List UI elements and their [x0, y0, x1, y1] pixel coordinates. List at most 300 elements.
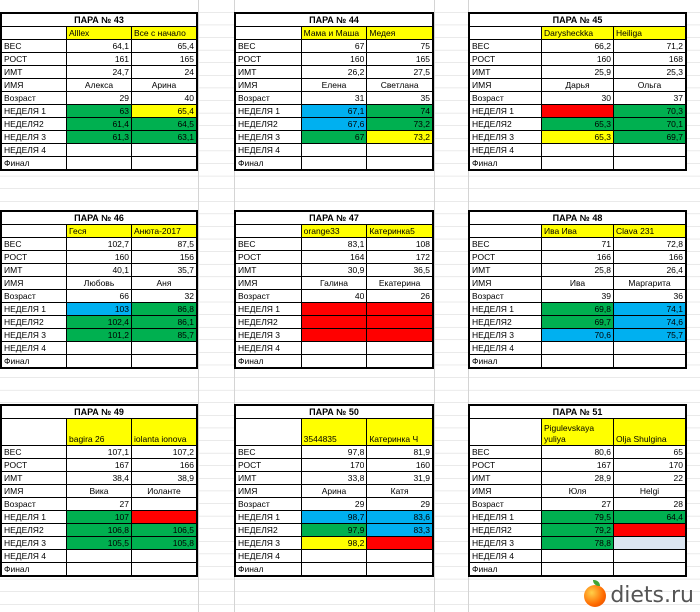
- value-cell[interactable]: 70,3: [614, 105, 686, 118]
- row-label[interactable]: ИМЯ: [236, 485, 302, 498]
- value-cell[interactable]: 167: [67, 459, 132, 472]
- value-cell[interactable]: 106,5: [132, 524, 197, 537]
- participant-nick[interactable]: Геся: [67, 225, 132, 238]
- value-cell[interactable]: Helgi: [614, 485, 686, 498]
- value-cell[interactable]: 64,1: [67, 40, 132, 53]
- value-cell[interactable]: [542, 105, 614, 118]
- participant-nick[interactable]: bagira 26: [67, 419, 132, 446]
- value-cell[interactable]: 74,6: [614, 316, 686, 329]
- value-cell[interactable]: 30: [542, 92, 614, 105]
- value-cell[interactable]: [132, 342, 197, 355]
- value-cell[interactable]: [614, 157, 686, 170]
- participant-nick[interactable]: Olja Shulgina: [614, 419, 686, 446]
- row-label[interactable]: ВЕС: [2, 446, 67, 459]
- value-cell[interactable]: 164: [301, 251, 367, 264]
- row-label[interactable]: НЕДЕЛЯ2: [236, 524, 302, 537]
- value-cell[interactable]: 25,9: [542, 66, 614, 79]
- value-cell[interactable]: 160: [367, 459, 433, 472]
- participant-nick[interactable]: Clava 231: [614, 225, 686, 238]
- row-label[interactable]: ВЕС: [470, 238, 542, 251]
- pair-title[interactable]: ПАРА № 48: [470, 212, 686, 225]
- row-label[interactable]: НЕДЕЛЯ2: [470, 118, 542, 131]
- value-cell[interactable]: Катя: [367, 485, 433, 498]
- pair-title[interactable]: ПАРА № 46: [2, 212, 197, 225]
- value-cell[interactable]: 28: [614, 498, 686, 511]
- value-cell[interactable]: [132, 157, 197, 170]
- value-cell[interactable]: 165: [132, 53, 197, 66]
- row-label[interactable]: ИМТ: [470, 66, 542, 79]
- value-cell[interactable]: 61,3: [67, 131, 132, 144]
- row-label[interactable]: ИМТ: [470, 472, 542, 485]
- row-label[interactable]: НЕДЕЛЯ2: [2, 316, 67, 329]
- value-cell[interactable]: 156: [132, 251, 197, 264]
- row-label[interactable]: НЕДЕЛЯ 1: [470, 105, 542, 118]
- value-cell[interactable]: 160: [301, 53, 367, 66]
- value-cell[interactable]: Арина: [132, 79, 197, 92]
- value-cell[interactable]: [301, 329, 367, 342]
- value-cell[interactable]: Алекса: [67, 79, 132, 92]
- row-label[interactable]: НЕДЕЛЯ 4: [2, 550, 67, 563]
- row-label[interactable]: Возраст: [470, 290, 542, 303]
- header-blank-cell[interactable]: [236, 27, 302, 40]
- value-cell[interactable]: Любовь: [67, 277, 132, 290]
- value-cell[interactable]: 75: [367, 40, 433, 53]
- value-cell[interactable]: [132, 498, 197, 511]
- value-cell[interactable]: [614, 550, 686, 563]
- header-blank-cell[interactable]: [236, 225, 302, 238]
- value-cell[interactable]: 67: [301, 40, 367, 53]
- row-label[interactable]: Финал: [470, 157, 542, 170]
- value-cell[interactable]: 166: [132, 459, 197, 472]
- value-cell[interactable]: Арина: [301, 485, 367, 498]
- row-label[interactable]: НЕДЕЛЯ 1: [470, 511, 542, 524]
- value-cell[interactable]: 165: [367, 53, 433, 66]
- row-label[interactable]: НЕДЕЛЯ 3: [2, 329, 67, 342]
- row-label[interactable]: РОСТ: [470, 251, 542, 264]
- row-label[interactable]: НЕДЕЛЯ 1: [2, 303, 67, 316]
- participant-nick[interactable]: Анюта-2017: [132, 225, 197, 238]
- value-cell[interactable]: Ольга: [614, 79, 686, 92]
- value-cell[interactable]: 167: [542, 459, 614, 472]
- value-cell[interactable]: [542, 342, 614, 355]
- row-label[interactable]: РОСТ: [236, 251, 302, 264]
- row-label[interactable]: ВЕС: [236, 40, 302, 53]
- row-label[interactable]: ИМТ: [236, 264, 302, 277]
- row-label[interactable]: Финал: [236, 563, 302, 576]
- row-label[interactable]: НЕДЕЛЯ 1: [2, 105, 67, 118]
- pair-title[interactable]: ПАРА № 43: [2, 14, 197, 27]
- value-cell[interactable]: 168: [614, 53, 686, 66]
- value-cell[interactable]: 64,4: [614, 511, 686, 524]
- value-cell[interactable]: Екатерина: [367, 277, 433, 290]
- row-label[interactable]: ИМЯ: [2, 485, 67, 498]
- row-label[interactable]: Финал: [236, 355, 302, 368]
- participant-nick[interactable]: Катеринка Ч: [367, 419, 433, 446]
- value-cell[interactable]: [301, 342, 367, 355]
- row-label[interactable]: РОСТ: [470, 53, 542, 66]
- value-cell[interactable]: 65,4: [132, 105, 197, 118]
- header-blank-cell[interactable]: [2, 225, 67, 238]
- row-label[interactable]: НЕДЕЛЯ 4: [2, 144, 67, 157]
- value-cell[interactable]: 105,8: [132, 537, 197, 550]
- value-cell[interactable]: 22: [614, 472, 686, 485]
- value-cell[interactable]: 65: [614, 446, 686, 459]
- row-label[interactable]: ИМЯ: [236, 79, 302, 92]
- value-cell[interactable]: 38,4: [67, 472, 132, 485]
- row-label[interactable]: НЕДЕЛЯ 4: [470, 550, 542, 563]
- pair-title[interactable]: ПАРА № 44: [236, 14, 433, 27]
- header-blank-cell[interactable]: [470, 27, 542, 40]
- row-label[interactable]: Финал: [2, 355, 67, 368]
- value-cell[interactable]: 36: [614, 290, 686, 303]
- value-cell[interactable]: [542, 157, 614, 170]
- value-cell[interactable]: 32: [132, 290, 197, 303]
- value-cell[interactable]: 172: [367, 251, 433, 264]
- value-cell[interactable]: 65,4: [132, 40, 197, 53]
- value-cell[interactable]: [614, 355, 686, 368]
- row-label[interactable]: РОСТ: [470, 459, 542, 472]
- value-cell[interactable]: 107: [67, 511, 132, 524]
- value-cell[interactable]: 105,5: [67, 537, 132, 550]
- participant-nick[interactable]: Все с начало: [132, 27, 197, 40]
- value-cell[interactable]: [542, 355, 614, 368]
- value-cell[interactable]: 79,5: [542, 511, 614, 524]
- row-label[interactable]: ВЕС: [236, 238, 302, 251]
- value-cell[interactable]: [67, 157, 132, 170]
- row-label[interactable]: ИМТ: [236, 472, 302, 485]
- value-cell[interactable]: Ива: [542, 277, 614, 290]
- value-cell[interactable]: [367, 144, 433, 157]
- row-label[interactable]: РОСТ: [236, 53, 302, 66]
- participant-nick[interactable]: Heiliga: [614, 27, 686, 40]
- value-cell[interactable]: [132, 550, 197, 563]
- value-cell[interactable]: 72,8: [614, 238, 686, 251]
- value-cell[interactable]: Елена: [301, 79, 367, 92]
- value-cell[interactable]: 65,3: [542, 118, 614, 131]
- value-cell[interactable]: [301, 355, 367, 368]
- value-cell[interactable]: 25,8: [542, 264, 614, 277]
- participant-nick[interactable]: Pigulevskaya yuliya: [542, 419, 614, 446]
- row-label[interactable]: Возраст: [2, 498, 67, 511]
- value-cell[interactable]: 61,4: [67, 118, 132, 131]
- value-cell[interactable]: [542, 144, 614, 157]
- value-cell[interactable]: [132, 355, 197, 368]
- participant-nick[interactable]: orange33: [301, 225, 367, 238]
- value-cell[interactable]: [67, 550, 132, 563]
- value-cell[interactable]: 160: [67, 251, 132, 264]
- value-cell[interactable]: 87,5: [132, 238, 197, 251]
- value-cell[interactable]: [67, 342, 132, 355]
- participant-nick[interactable]: 3544835: [301, 419, 367, 446]
- value-cell[interactable]: 170: [301, 459, 367, 472]
- row-label[interactable]: Финал: [2, 563, 67, 576]
- row-label[interactable]: ИМЯ: [470, 79, 542, 92]
- participant-nick[interactable]: Alllex: [67, 27, 132, 40]
- value-cell[interactable]: [301, 303, 367, 316]
- value-cell[interactable]: 64,5: [132, 118, 197, 131]
- value-cell[interactable]: Светлана: [367, 79, 433, 92]
- value-cell[interactable]: 27: [542, 498, 614, 511]
- value-cell[interactable]: 78,8: [542, 537, 614, 550]
- value-cell[interactable]: 97,8: [301, 446, 367, 459]
- row-label[interactable]: НЕДЕЛЯ2: [236, 316, 302, 329]
- value-cell[interactable]: 69,8: [542, 303, 614, 316]
- value-cell[interactable]: [367, 355, 433, 368]
- row-label[interactable]: ВЕС: [470, 446, 542, 459]
- value-cell[interactable]: 69,7: [614, 131, 686, 144]
- row-label[interactable]: РОСТ: [2, 251, 67, 264]
- value-cell[interactable]: [132, 563, 197, 576]
- header-blank-cell[interactable]: [2, 27, 67, 40]
- value-cell[interactable]: [67, 355, 132, 368]
- row-label[interactable]: ИМЯ: [2, 79, 67, 92]
- value-cell[interactable]: Аня: [132, 277, 197, 290]
- value-cell[interactable]: 24,7: [67, 66, 132, 79]
- value-cell[interactable]: 71,2: [614, 40, 686, 53]
- row-label[interactable]: ИМЯ: [470, 277, 542, 290]
- value-cell[interactable]: 97,9: [301, 524, 367, 537]
- row-label[interactable]: НЕДЕЛЯ 3: [236, 131, 302, 144]
- header-blank-cell[interactable]: [236, 419, 302, 446]
- row-label[interactable]: ИМТ: [470, 264, 542, 277]
- value-cell[interactable]: Маргарита: [614, 277, 686, 290]
- value-cell[interactable]: [367, 316, 433, 329]
- participant-nick[interactable]: Катеринка5: [367, 225, 433, 238]
- value-cell[interactable]: 26: [367, 290, 433, 303]
- row-label[interactable]: Финал: [2, 157, 67, 170]
- row-label[interactable]: ИМТ: [2, 472, 67, 485]
- header-blank-cell[interactable]: [2, 419, 67, 446]
- value-cell[interactable]: 27: [67, 498, 132, 511]
- row-label[interactable]: НЕДЕЛЯ2: [470, 524, 542, 537]
- pair-title[interactable]: ПАРА № 49: [2, 406, 197, 419]
- row-label[interactable]: Финал: [470, 355, 542, 368]
- value-cell[interactable]: 83,1: [301, 238, 367, 251]
- value-cell[interactable]: 80,6: [542, 446, 614, 459]
- row-label[interactable]: ИМЯ: [2, 277, 67, 290]
- value-cell[interactable]: [301, 144, 367, 157]
- row-label[interactable]: Возраст: [236, 92, 302, 105]
- value-cell[interactable]: 26,4: [614, 264, 686, 277]
- value-cell[interactable]: Иоланте: [132, 485, 197, 498]
- value-cell[interactable]: 107,2: [132, 446, 197, 459]
- value-cell[interactable]: 67,1: [301, 105, 367, 118]
- value-cell[interactable]: [132, 511, 197, 524]
- value-cell[interactable]: 98,7: [301, 511, 367, 524]
- row-label[interactable]: НЕДЕЛЯ 4: [236, 144, 302, 157]
- pair-title[interactable]: ПАРА № 50: [236, 406, 433, 419]
- row-label[interactable]: НЕДЕЛЯ 1: [2, 511, 67, 524]
- value-cell[interactable]: 73,2: [367, 131, 433, 144]
- value-cell[interactable]: 67: [301, 131, 367, 144]
- value-cell[interactable]: 70,6: [542, 329, 614, 342]
- value-cell[interactable]: [367, 303, 433, 316]
- row-label[interactable]: Финал: [236, 157, 302, 170]
- pair-title[interactable]: ПАРА № 47: [236, 212, 433, 225]
- value-cell[interactable]: 37: [614, 92, 686, 105]
- row-label[interactable]: НЕДЕЛЯ2: [2, 118, 67, 131]
- value-cell[interactable]: [614, 342, 686, 355]
- row-label[interactable]: ИМЯ: [470, 485, 542, 498]
- row-label[interactable]: Возраст: [2, 92, 67, 105]
- row-label[interactable]: НЕДЕЛЯ 1: [236, 105, 302, 118]
- row-label[interactable]: НЕДЕЛЯ 3: [470, 131, 542, 144]
- row-label[interactable]: Финал: [470, 563, 542, 576]
- row-label[interactable]: Возраст: [470, 498, 542, 511]
- value-cell[interactable]: 102,4: [67, 316, 132, 329]
- value-cell[interactable]: 98,2: [301, 537, 367, 550]
- value-cell[interactable]: 35,7: [132, 264, 197, 277]
- row-label[interactable]: НЕДЕЛЯ2: [236, 118, 302, 131]
- value-cell[interactable]: 63: [67, 105, 132, 118]
- value-cell[interactable]: 24: [132, 66, 197, 79]
- value-cell[interactable]: Галина: [301, 277, 367, 290]
- row-label[interactable]: ВЕС: [470, 40, 542, 53]
- value-cell[interactable]: [132, 144, 197, 157]
- value-cell[interactable]: 69,7: [542, 316, 614, 329]
- row-label[interactable]: НЕДЕЛЯ 4: [236, 342, 302, 355]
- value-cell[interactable]: 166: [614, 251, 686, 264]
- row-label[interactable]: НЕДЕЛЯ 1: [236, 511, 302, 524]
- value-cell[interactable]: Дарья: [542, 79, 614, 92]
- value-cell[interactable]: 38,9: [132, 472, 197, 485]
- value-cell[interactable]: [614, 524, 686, 537]
- row-label[interactable]: Возраст: [236, 290, 302, 303]
- value-cell[interactable]: [67, 563, 132, 576]
- row-label[interactable]: РОСТ: [236, 459, 302, 472]
- row-label[interactable]: НЕДЕЛЯ2: [2, 524, 67, 537]
- value-cell[interactable]: 33,8: [301, 472, 367, 485]
- value-cell[interactable]: [542, 563, 614, 576]
- pair-title[interactable]: ПАРА № 51: [470, 406, 686, 419]
- value-cell[interactable]: 71: [542, 238, 614, 251]
- value-cell[interactable]: 85,7: [132, 329, 197, 342]
- row-label[interactable]: ВЕС: [2, 238, 67, 251]
- value-cell[interactable]: 29: [67, 92, 132, 105]
- value-cell[interactable]: 31,9: [367, 472, 433, 485]
- value-cell[interactable]: 29: [301, 498, 367, 511]
- participant-nick[interactable]: Ива Ива: [542, 225, 614, 238]
- value-cell[interactable]: 160: [542, 53, 614, 66]
- value-cell[interactable]: 66: [67, 290, 132, 303]
- value-cell[interactable]: 29: [367, 498, 433, 511]
- value-cell[interactable]: 39: [542, 290, 614, 303]
- participant-nick[interactable]: Darysheckka: [542, 27, 614, 40]
- row-label[interactable]: ИМТ: [2, 66, 67, 79]
- value-cell[interactable]: 70,1: [614, 118, 686, 131]
- value-cell[interactable]: 75,7: [614, 329, 686, 342]
- row-label[interactable]: Возраст: [236, 498, 302, 511]
- value-cell[interactable]: 73,2: [367, 118, 433, 131]
- value-cell[interactable]: 31: [301, 92, 367, 105]
- participant-nick[interactable]: Медея: [367, 27, 433, 40]
- value-cell[interactable]: [614, 563, 686, 576]
- value-cell[interactable]: 28,9: [542, 472, 614, 485]
- value-cell[interactable]: 36,5: [367, 264, 433, 277]
- row-label[interactable]: НЕДЕЛЯ 4: [2, 342, 67, 355]
- value-cell[interactable]: 65,3: [542, 131, 614, 144]
- value-cell[interactable]: 86,1: [132, 316, 197, 329]
- value-cell[interactable]: 83,6: [367, 511, 433, 524]
- value-cell[interactable]: [614, 537, 686, 550]
- value-cell[interactable]: [367, 342, 433, 355]
- value-cell[interactable]: 35: [367, 92, 433, 105]
- value-cell[interactable]: [367, 563, 433, 576]
- row-label[interactable]: РОСТ: [2, 53, 67, 66]
- value-cell[interactable]: 161: [67, 53, 132, 66]
- value-cell[interactable]: [301, 563, 367, 576]
- value-cell[interactable]: 86,8: [132, 303, 197, 316]
- value-cell[interactable]: 63,1: [132, 131, 197, 144]
- row-label[interactable]: НЕДЕЛЯ 3: [470, 537, 542, 550]
- row-label[interactable]: ВЕС: [2, 40, 67, 53]
- value-cell[interactable]: [614, 144, 686, 157]
- value-cell[interactable]: 30,9: [301, 264, 367, 277]
- row-label[interactable]: Возраст: [470, 92, 542, 105]
- row-label[interactable]: НЕДЕЛЯ 3: [236, 537, 302, 550]
- value-cell[interactable]: 27,5: [367, 66, 433, 79]
- value-cell[interactable]: [367, 550, 433, 563]
- row-label[interactable]: НЕДЕЛЯ 3: [470, 329, 542, 342]
- value-cell[interactable]: [67, 144, 132, 157]
- value-cell[interactable]: 170: [614, 459, 686, 472]
- header-blank-cell[interactable]: [470, 225, 542, 238]
- pair-title[interactable]: ПАРА № 45: [470, 14, 686, 27]
- value-cell[interactable]: [301, 157, 367, 170]
- value-cell[interactable]: 79,2: [542, 524, 614, 537]
- value-cell[interactable]: [542, 550, 614, 563]
- value-cell[interactable]: [367, 157, 433, 170]
- value-cell[interactable]: Юля: [542, 485, 614, 498]
- value-cell[interactable]: Вика: [67, 485, 132, 498]
- row-label[interactable]: НЕДЕЛЯ2: [470, 316, 542, 329]
- value-cell[interactable]: [301, 550, 367, 563]
- row-label[interactable]: ИМЯ: [236, 277, 302, 290]
- row-label[interactable]: РОСТ: [2, 459, 67, 472]
- value-cell[interactable]: 40,1: [67, 264, 132, 277]
- row-label[interactable]: Возраст: [2, 290, 67, 303]
- value-cell[interactable]: 103: [67, 303, 132, 316]
- row-label[interactable]: ИМТ: [236, 66, 302, 79]
- value-cell[interactable]: 101,2: [67, 329, 132, 342]
- row-label[interactable]: НЕДЕЛЯ 4: [470, 144, 542, 157]
- value-cell[interactable]: 67,6: [301, 118, 367, 131]
- value-cell[interactable]: [367, 537, 433, 550]
- value-cell[interactable]: 108: [367, 238, 433, 251]
- value-cell[interactable]: 166: [542, 251, 614, 264]
- row-label[interactable]: ВЕС: [236, 446, 302, 459]
- row-label[interactable]: ИМТ: [2, 264, 67, 277]
- row-label[interactable]: НЕДЕЛЯ 1: [236, 303, 302, 316]
- value-cell[interactable]: 74,1: [614, 303, 686, 316]
- participant-nick[interactable]: Мама и Маша: [301, 27, 367, 40]
- row-label[interactable]: НЕДЕЛЯ 3: [2, 131, 67, 144]
- value-cell[interactable]: [367, 329, 433, 342]
- value-cell[interactable]: 25,3: [614, 66, 686, 79]
- header-blank-cell[interactable]: [470, 419, 542, 446]
- value-cell[interactable]: 83,3: [367, 524, 433, 537]
- value-cell[interactable]: 66,2: [542, 40, 614, 53]
- row-label[interactable]: НЕДЕЛЯ 4: [470, 342, 542, 355]
- value-cell[interactable]: 81,9: [367, 446, 433, 459]
- value-cell[interactable]: 102,7: [67, 238, 132, 251]
- row-label[interactable]: НЕДЕЛЯ 4: [236, 550, 302, 563]
- value-cell[interactable]: 40: [301, 290, 367, 303]
- value-cell[interactable]: 107,1: [67, 446, 132, 459]
- value-cell[interactable]: 106,8: [67, 524, 132, 537]
- value-cell[interactable]: 74: [367, 105, 433, 118]
- row-label[interactable]: НЕДЕЛЯ 3: [236, 329, 302, 342]
